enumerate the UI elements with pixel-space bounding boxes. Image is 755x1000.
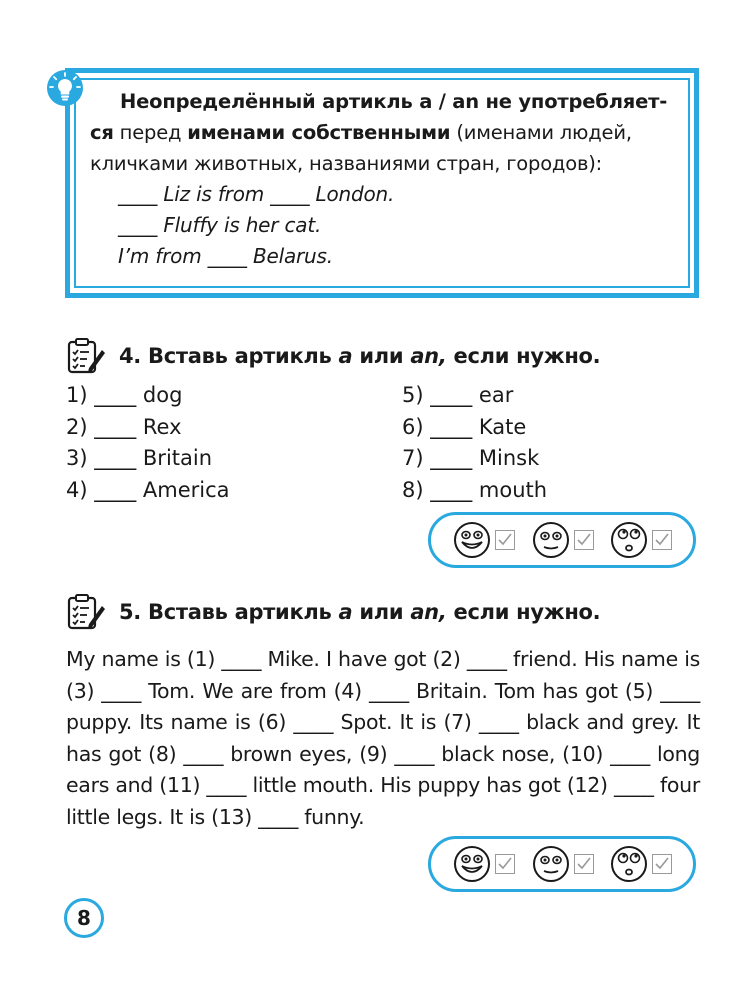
checkbox-icon[interactable] (652, 530, 672, 550)
neutral-face-icon (531, 520, 571, 560)
task4-item[interactable]: 7) ____ Minsk (402, 446, 540, 470)
rule-example-3: I’m from ____ Belarus. (118, 244, 333, 268)
rule-line2-bold-a: ся (90, 121, 114, 144)
rule-text (90, 86, 680, 272)
self-assessment-panel-1 (428, 512, 696, 568)
task4-item[interactable]: 8) ____ mouth (402, 477, 548, 502)
task4-title (119, 344, 600, 368)
task4-item[interactable]: 6) ____ Kate (402, 414, 527, 439)
neutral-rating[interactable] (531, 520, 594, 560)
rule-example-2: ____ Fluffy is her cat. (118, 213, 322, 237)
lightbulb-icon (45, 68, 85, 108)
happy-rating[interactable] (452, 844, 515, 884)
rule-line3: кличками животных, названиями стран, городов): (90, 152, 603, 175)
task4-item[interactable]: 5) ____ ear (402, 383, 514, 407)
task5-article-a: a (338, 600, 353, 624)
self-assessment-panel-2 (428, 836, 696, 892)
rule-line1: Неопределённый артикль a / an не употребляет- (120, 90, 668, 113)
task4-title-a: 4. Вставь артикль (119, 344, 339, 368)
worried-face-icon (609, 520, 649, 560)
neutral-rating[interactable] (531, 844, 594, 884)
happy-rating[interactable] (452, 520, 515, 560)
worried-face-icon (609, 844, 649, 884)
task5-header (65, 592, 600, 632)
task5-article-an: an, (410, 600, 447, 624)
task4-title-c: если нужно. (446, 344, 601, 368)
task5-title-c: если нужно. (446, 600, 601, 624)
worried-rating[interactable] (609, 520, 672, 560)
task4-column-left (66, 380, 230, 506)
task4-item[interactable]: 4) ____ America (66, 477, 230, 502)
task-list-icon (65, 336, 107, 376)
checkbox-icon[interactable] (574, 530, 594, 550)
neutral-face-icon (531, 844, 571, 884)
page-number: 8 (64, 898, 104, 938)
checkbox-icon[interactable] (495, 854, 515, 874)
task4-article-an: an, (410, 344, 447, 368)
happy-face-icon (452, 520, 492, 560)
rule-example-1: ____ Liz is from ____ London. (118, 182, 395, 206)
task4-item[interactable]: 2) ____ Rex (66, 414, 182, 439)
task4-title-b: или (352, 344, 411, 368)
task4-item[interactable]: 1) ____ dog (66, 383, 183, 407)
task4-item[interactable]: 3) ____ Britain (66, 446, 213, 470)
task4-column-right (402, 380, 547, 506)
checkbox-icon[interactable] (495, 530, 515, 550)
rule-line2-bold-b: именами собственными (187, 121, 451, 144)
checkbox-icon[interactable] (652, 854, 672, 874)
task4-header (65, 336, 600, 376)
task5-title-a: 5. Вставь артикль (119, 600, 339, 624)
task5-paragraph: My name is (1) ____ Mike. I have got (2) ____ friend. His name is (3) ____ Tom. We are from (4) ____ Britain. Tom has got (5) ____ puppy. Its name is (6) ____ Spot. It is (7) ____ black and grey. It has got (8) ____ brown eyes, (9) ____ black nose, (10) ____ long ears and (11) ____ little mouth. His puppy has got (12) ____ four little legs. It is (13) ____ funny. (66, 647, 700, 829)
task4-article-a: a (338, 344, 353, 368)
task5-title (119, 600, 600, 624)
task-list-icon (65, 592, 107, 632)
rule-line2-plain-b: (именами людей, (450, 121, 632, 144)
rule-line2-plain-a: перед (113, 121, 188, 144)
worried-rating[interactable] (609, 844, 672, 884)
task5-title-b: или (352, 600, 411, 624)
checkbox-icon[interactable] (574, 854, 594, 874)
happy-face-icon (452, 844, 492, 884)
